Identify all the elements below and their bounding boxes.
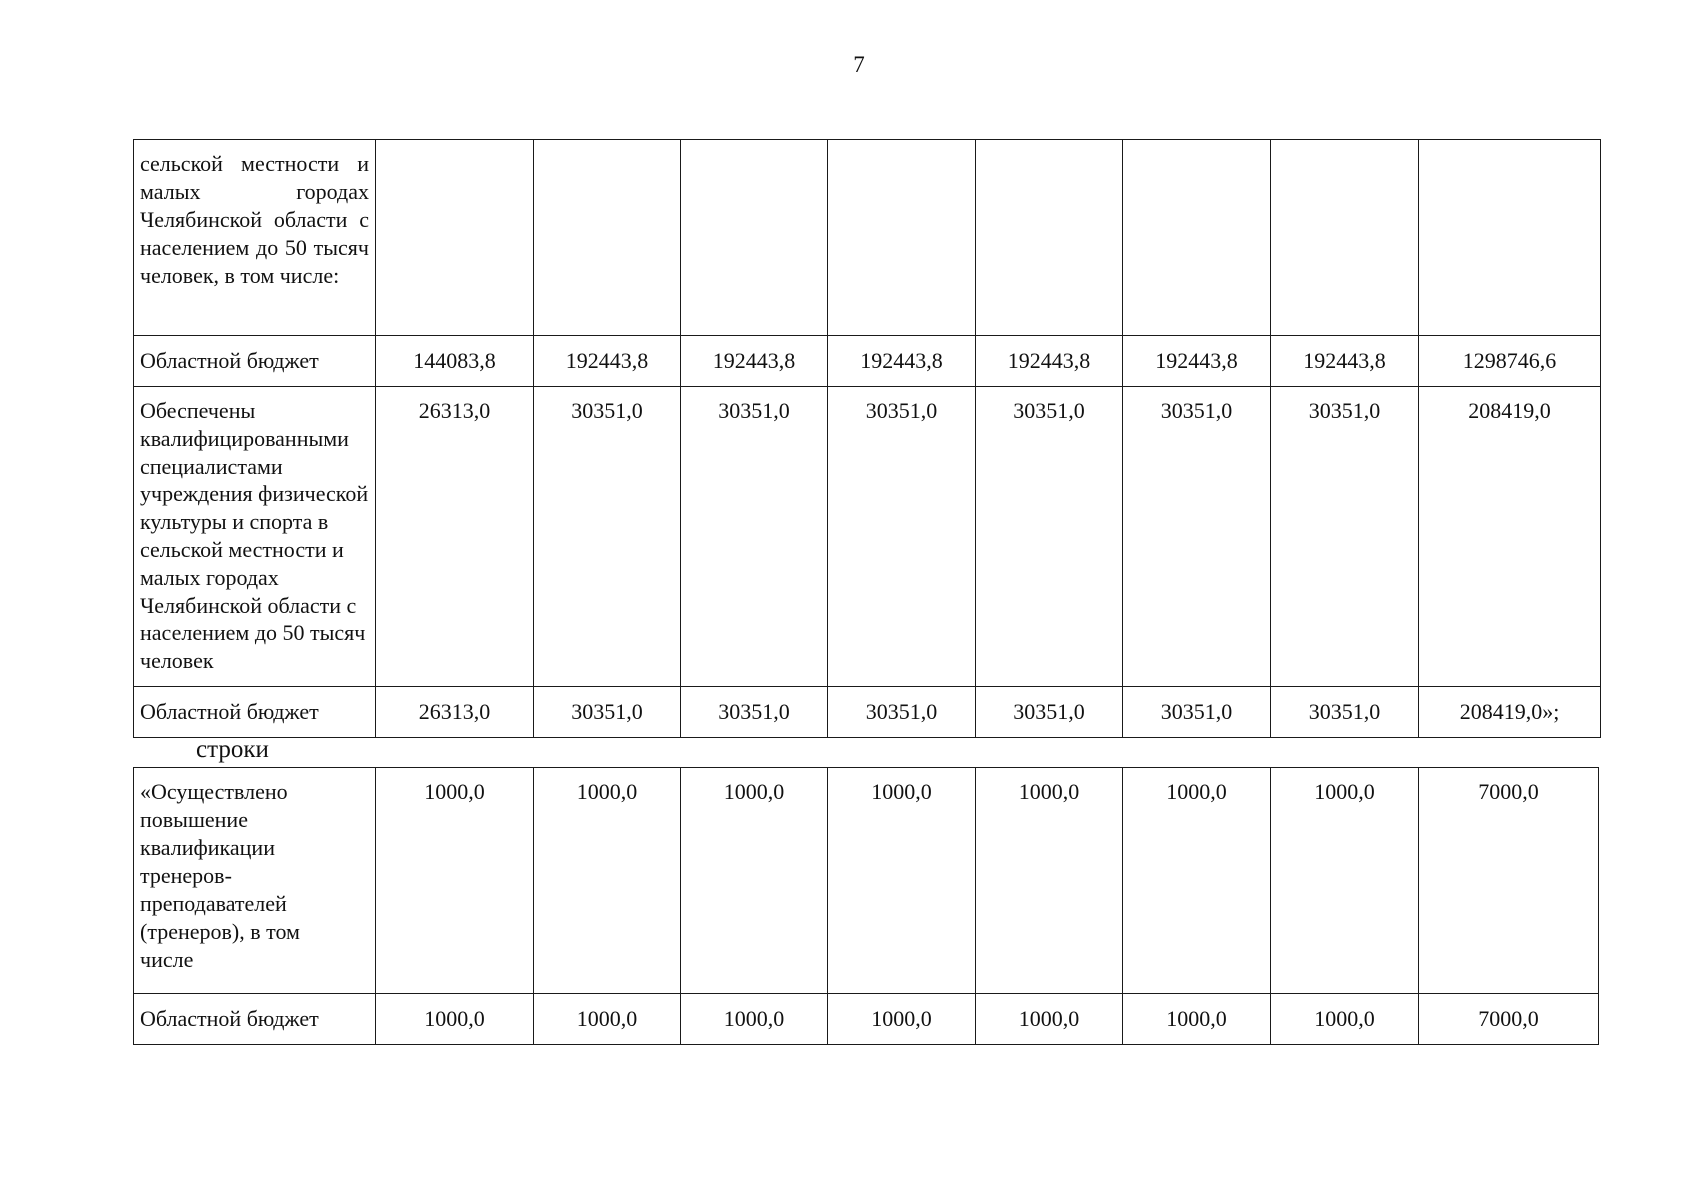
row-label: сельской местности и малых городах Челябинской области с населением до 50 тысяч человек, в том числе:: [134, 140, 376, 336]
value-cell: 192443,8: [1123, 336, 1271, 387]
value-cell: 208419,0»;: [1419, 687, 1601, 738]
page-number: 7: [853, 52, 865, 77]
value-cell: [1123, 140, 1271, 336]
value-cell: 1000,0: [1271, 994, 1419, 1045]
value-cell: 208419,0: [1419, 387, 1601, 687]
value-cell: 1000,0: [681, 768, 828, 994]
table-row: [134, 994, 1599, 1045]
value-cell: 7000,0: [1419, 994, 1599, 1045]
value-cell: 30351,0: [976, 687, 1123, 738]
value-cell: [534, 140, 681, 336]
value-cell: 1000,0: [1123, 768, 1271, 994]
value-cell: [976, 140, 1123, 336]
table-row: [134, 140, 1601, 336]
value-cell: 192443,8: [828, 336, 976, 387]
row-label: Обеспечены квалифицированными специалистами учреждения физической культуры и спорта в сельской местности и малых городах Челябинской области с населением до 50 тысяч человек: [134, 387, 376, 687]
budget-table-2: [133, 767, 1599, 1045]
row-label: Областной бюджет: [134, 336, 376, 387]
value-cell: [1271, 140, 1419, 336]
value-cell: 30351,0: [828, 687, 976, 738]
table-row: [134, 768, 1599, 994]
value-cell: 1000,0: [534, 768, 681, 994]
value-cell: 1000,0: [534, 994, 681, 1045]
value-cell: 30351,0: [1123, 387, 1271, 687]
value-cell: 26313,0: [376, 387, 534, 687]
table-row: [134, 336, 1601, 387]
table-row: [134, 687, 1601, 738]
row-label: «Осуществлено повышение квалификации тренеров-преподавателей (тренеров), в том числе: [134, 768, 376, 994]
value-cell: [376, 140, 534, 336]
value-cell: 1000,0: [976, 994, 1123, 1045]
value-cell: 26313,0: [376, 687, 534, 738]
value-cell: 1000,0: [976, 768, 1123, 994]
value-cell: 1000,0: [828, 994, 976, 1045]
value-cell: 192443,8: [534, 336, 681, 387]
value-cell: [828, 140, 976, 336]
value-cell: 1000,0: [376, 768, 534, 994]
value-cell: 30351,0: [976, 387, 1123, 687]
value-cell: 30351,0: [534, 387, 681, 687]
value-cell: 30351,0: [681, 387, 828, 687]
row-label: Областной бюджет: [134, 994, 376, 1045]
table-row: [134, 387, 1601, 687]
value-cell: 30351,0: [681, 687, 828, 738]
value-cell: [1419, 140, 1601, 336]
value-cell: 1298746,6: [1419, 336, 1601, 387]
value-cell: [681, 140, 828, 336]
value-cell: 192443,8: [1271, 336, 1419, 387]
value-cell: 1000,0: [1271, 768, 1419, 994]
value-cell: 30351,0: [1271, 387, 1419, 687]
value-cell: 30351,0: [828, 387, 976, 687]
value-cell: 7000,0: [1419, 768, 1599, 994]
value-cell: 192443,8: [976, 336, 1123, 387]
value-cell: 1000,0: [1123, 994, 1271, 1045]
value-cell: 30351,0: [534, 687, 681, 738]
value-cell: 30351,0: [1123, 687, 1271, 738]
row-label: Областной бюджет: [134, 687, 376, 738]
value-cell: 1000,0: [376, 994, 534, 1045]
value-cell: 192443,8: [681, 336, 828, 387]
value-cell: 30351,0: [1271, 687, 1419, 738]
budget-table-1: [133, 139, 1601, 738]
section-label: строки: [196, 736, 269, 763]
value-cell: 1000,0: [828, 768, 976, 994]
value-cell: 144083,8: [376, 336, 534, 387]
value-cell: 1000,0: [681, 994, 828, 1045]
